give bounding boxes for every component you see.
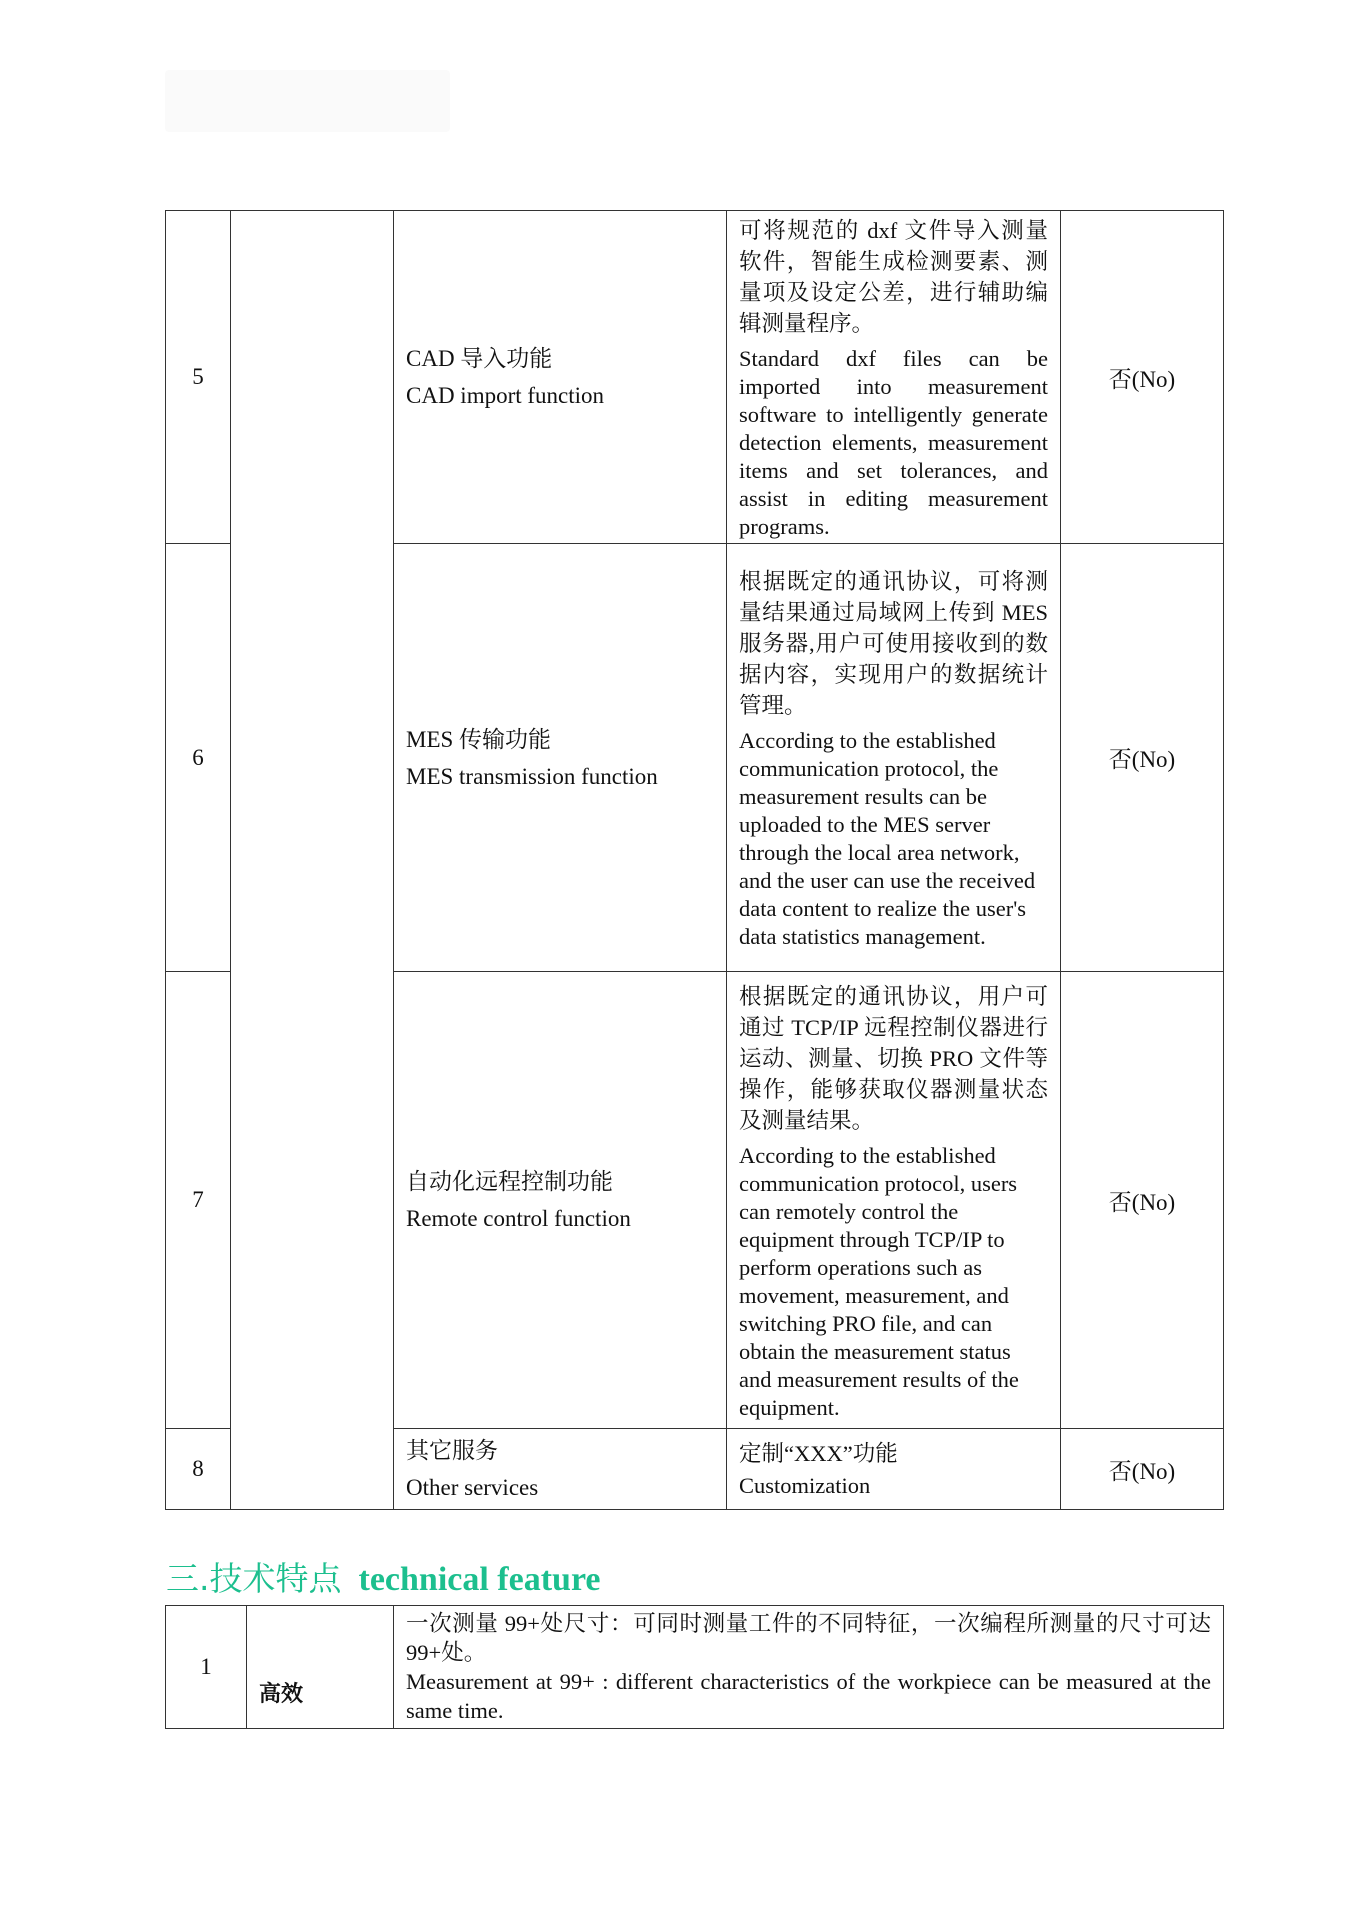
function-name-en: CAD import function <box>406 383 605 408</box>
row-number: 8 <box>166 1429 231 1510</box>
function-name-en: Remote control function <box>406 1206 631 1231</box>
function-description <box>727 1429 1061 1510</box>
technical-feature-table <box>165 1605 1224 1729</box>
description-cn: 根据既定的通讯协议，可将测量结果通过局域网上传到 MES 服务器,用户可使用接收到的数据内容，实现用户的数据统计管理。 <box>739 569 1048 718</box>
feature-description <box>394 1606 1224 1729</box>
description-cn: 可将规范的 dxf 文件导入测量软件，智能生成检测要素、测量项及设定公差，进行辅助编辑测量程序。 <box>739 218 1048 336</box>
function-name-cn: 自动化远程控制功能 <box>406 1169 613 1194</box>
row-number: 5 <box>166 211 231 544</box>
description-en: According to the established communication protocol, the measurement results can be uploaded to the MES server through the local area network, and the user can use the received data content to realize the user's data statistics management. <box>739 728 1036 949</box>
description-cn: 根据既定的通讯协议，用户可通过 TCP/IP 远程控制仪器进行运动、测量、切换 PRO 文件等操作，能够获取仪器测量状态及测量结果。 <box>739 983 1048 1133</box>
section-title <box>166 1553 601 1600</box>
row-number: 7 <box>166 972 231 1429</box>
row-number: 6 <box>166 544 231 972</box>
function-name-en: Other services <box>406 1475 539 1500</box>
header-logo-area <box>165 70 450 132</box>
standard-status: 否(No) <box>1061 972 1224 1429</box>
function-name-en: MES transmission function <box>406 763 658 789</box>
function-name <box>394 211 727 544</box>
standard-status: 否(No) <box>1061 211 1224 544</box>
description-en: Measurement at 99+ : different characteristics of the workpiece can be measured at the same time. <box>406 1669 1211 1723</box>
standard-status: 否(No) <box>1061 544 1224 972</box>
description-en: Standard dxf files can be imported into measurement software to intelligently generate detection elements, measurement items and set tolerances, and assist in editing measurement programs. <box>739 346 1048 539</box>
function-description <box>727 544 1061 972</box>
feature-name <box>247 1606 394 1729</box>
function-name-cn: 其它服务 <box>406 1438 498 1463</box>
optional-features-table <box>165 210 1224 1510</box>
section-title-en: technical feature <box>358 1561 601 1598</box>
category-cell <box>231 211 394 1510</box>
function-description <box>727 972 1061 1429</box>
function-name <box>394 1429 727 1510</box>
function-name <box>394 544 727 972</box>
function-description <box>727 211 1061 544</box>
function-name-cn: MES 传输功能 <box>406 726 552 752</box>
section-title-cn: 三.技术特点 <box>166 1559 342 1598</box>
function-name-cn: CAD 导入功能 <box>406 346 553 371</box>
description-cn: 定制“XXX”功能 <box>739 1441 898 1466</box>
standard-status: 否(No) <box>1061 1429 1224 1510</box>
description-en: Customization <box>739 1473 871 1498</box>
description-cn: 一次测量 99+处尺寸：可同时测量工件的不同特征，一次编程所测量的尺寸可达 99+处。 <box>406 1611 1211 1665</box>
row-number: 1 <box>166 1606 247 1729</box>
description-en: According to the established communication protocol, users can remotely control the equipment through TCP/IP to perform operations such as movement, measurement, and switching PRO file, and can obtain the measurement status and measurement results of the equipment. <box>739 1142 1019 1420</box>
feature-name-text: 高效 <box>259 1682 304 1707</box>
function-name <box>394 972 727 1429</box>
table-row <box>166 211 1224 544</box>
table-row <box>166 1606 1224 1729</box>
